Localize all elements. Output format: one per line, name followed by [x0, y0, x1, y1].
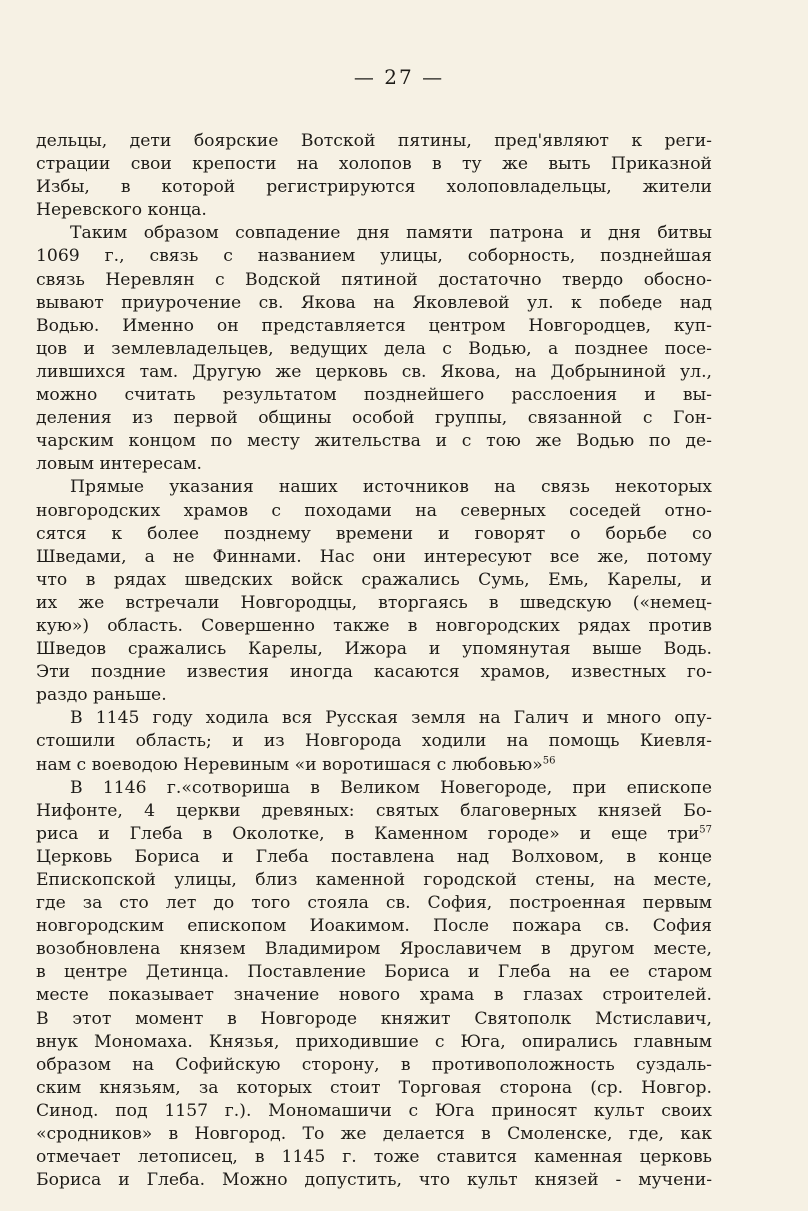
line-text: Епископской улицы, близ каменной городской стены, на месте,	[36, 870, 712, 890]
text-line	[36, 361, 712, 384]
text-line	[36, 754, 712, 777]
text-line	[36, 292, 712, 315]
line-text: В этот момент в Новгороде княжит Святополк Мстиславич,	[36, 1008, 712, 1029]
text-line	[36, 407, 712, 430]
text-line	[36, 661, 712, 684]
line-text: новгородским епископом Иоакимом. После пожара св. София	[36, 916, 712, 937]
text-line	[36, 1077, 712, 1100]
text-line	[36, 130, 712, 153]
line-text: Водью. Именно он представляется центром Новгородцев, куп-	[36, 315, 712, 336]
page-number: — 27 —	[353, 65, 445, 89]
line-text: В 1146 г.«сотвориша в Великом Новегороде, при епископе	[70, 777, 712, 798]
line-text: месте показывает значение нового храма в глазах строителей.	[36, 985, 712, 1006]
line-text: раздо раньше.	[36, 685, 167, 706]
text-line	[36, 684, 712, 707]
line-text: в центре Детинца. Поставление Бориса и Глеба на ее старом	[36, 962, 712, 983]
text-line	[36, 199, 712, 222]
line-text: Церковь Бориса и Глеба поставлена над Волховом, в конце	[36, 846, 712, 867]
line-text: Шведов сражались Карелы, Ижора и упомянутая выше Водь.	[36, 639, 712, 660]
text-line	[36, 222, 712, 245]
line-text: Неревского конца.	[36, 200, 207, 221]
text-line	[36, 1008, 712, 1031]
line-text: лившихся там. Другую же церковь св. Якова, на Добрыниной ул.,	[36, 361, 712, 382]
text-line	[36, 869, 712, 892]
text-line	[36, 269, 712, 292]
text-line	[36, 800, 712, 823]
line-text: стошили область; и из Новгорода ходили на помощь Киевля-	[36, 731, 712, 752]
footnote-reference: 56	[542, 754, 556, 766]
text-line	[36, 984, 712, 1007]
text-line	[36, 569, 712, 592]
line-text: ловым интересам.	[36, 454, 202, 475]
text-line	[36, 592, 712, 615]
line-text: ским князьям, за которых стоит Торговая сторона (ср. Новгор.	[36, 1077, 712, 1098]
line-text: вывают приурочение св. Якова на Яковлевой ул. к победе над	[36, 292, 712, 313]
line-text: сятся к более позднему времени и говорят о борьбе со	[36, 523, 712, 544]
text-line	[36, 476, 712, 499]
line-text: связь Неревлян с Водской пятиной достаточно твердо обосно-	[36, 269, 712, 290]
line-text: чарским концом по месту жительства и с тою же Водью по де-	[36, 431, 712, 452]
text-line	[36, 892, 712, 915]
text-line	[36, 176, 712, 199]
text-line	[36, 430, 712, 453]
line-text: кую») область. Совершенно также в новгородских рядах против	[36, 615, 712, 636]
line-text: Нифонте, 4 церкви древяных: святых благоверных князей Бо-	[36, 800, 712, 821]
text-line	[36, 384, 712, 407]
text-line	[36, 546, 712, 569]
line-text: риса и Глеба в Околотке, в Каменном городе» и еще три	[36, 823, 700, 844]
text-line	[36, 915, 712, 938]
text-line	[36, 1146, 712, 1169]
text-line	[36, 961, 712, 984]
line-text: образом на Софийскую сторону, в противоположность суздаль-	[36, 1054, 712, 1075]
line-text: деления из первой общины особой группы, связанной с Гон-	[36, 408, 712, 429]
text-line	[36, 638, 712, 661]
text-line	[36, 1031, 712, 1054]
text-line	[36, 1054, 712, 1077]
line-text: цов и землевладельцев, ведущих дела с Водью, а позднее посе-	[36, 338, 712, 359]
text-line	[36, 615, 712, 638]
text-line	[36, 1123, 712, 1146]
text-line	[36, 1169, 712, 1192]
text-line	[36, 777, 712, 800]
line-text: где за сто лет до того стояла св. София, построенная первым	[36, 893, 712, 914]
line-text: Бориса и Глеба. Можно допустить, что культ князей - мучени-	[36, 1170, 712, 1191]
line-text: Таким образом совпадение дня памяти патрона и дня битвы	[70, 223, 712, 244]
line-text: отмечает летописец, в 1145 г. тоже ставится каменная церковь	[36, 1147, 712, 1168]
text-line	[36, 730, 712, 753]
line-text: дельцы, дети боярские Вотской пятины, пред'являют к реги-	[36, 131, 712, 151]
line-text: В 1145 году ходила вся Русская земля на Галич и много опу-	[70, 708, 712, 729]
text-line	[36, 245, 712, 268]
line-text: их же встречали Новгородцы, вторгаясь в шведскую («немец-	[36, 592, 712, 613]
text-line	[36, 938, 712, 961]
text-line	[36, 453, 712, 476]
line-text: Эти поздние известия иногда касаются храмов, известных го-	[36, 662, 712, 683]
text-line	[36, 846, 712, 869]
text-line	[36, 338, 712, 361]
line-text: новгородских храмов с походами на северных соседей отно-	[36, 500, 712, 521]
text-line	[36, 523, 712, 546]
footnote-reference: 57	[699, 824, 712, 836]
line-text: страции свои крепости на холопов в ту же выть Приказной	[36, 154, 712, 175]
text-line	[36, 707, 712, 730]
text-line	[36, 153, 712, 176]
line-text: что в рядах шведских войск сражались Сумь, Емь, Карелы, и	[36, 569, 712, 590]
line-text: «сродников» в Новгород. То же делается в Смоленске, где, как	[36, 1124, 712, 1145]
line-text: 1069 г., связь с названием улицы, соборность, позднейшая	[36, 246, 712, 267]
line-text: Прямые указания наших источников на связь некоторых	[70, 477, 712, 498]
text-line	[36, 500, 712, 523]
body-text	[36, 130, 712, 1192]
line-text: Избы, в которой регистрируются холоповладельцы, жители	[36, 177, 712, 198]
line-text: нам с воеводою Неревиным «и воротишася с любовью»	[36, 754, 543, 775]
line-text: внук Мономаха. Князья, приходившие с Юга, опирались главным	[36, 1031, 712, 1052]
line-text: Шведами, а не Финнами. Нас они интересуют все же, потому	[36, 546, 712, 567]
text-line	[36, 823, 712, 846]
line-text: возобновлена князем Владимиром Ярославичем в другом месте,	[36, 939, 712, 960]
text-line	[36, 1100, 712, 1123]
line-text: можно считать результатом позднейшего расслоения и вы-	[36, 385, 712, 406]
text-line	[36, 315, 712, 338]
line-text: Синод. под 1157 г.). Мономашичи с Юга приносят культ своих	[36, 1100, 712, 1121]
